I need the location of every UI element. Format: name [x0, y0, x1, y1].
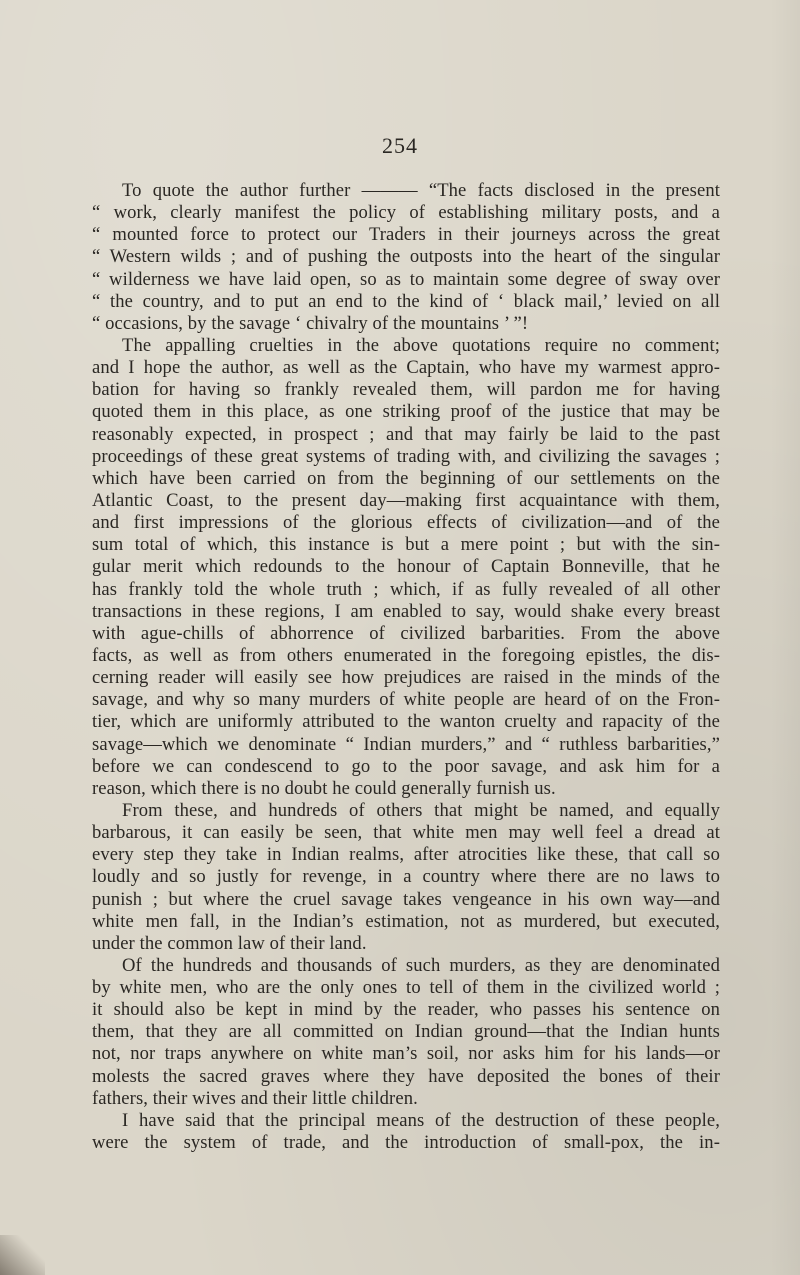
text-line: not, nor traps anywhere on white man’s soil, nor asks him for his lands—or [92, 1043, 720, 1065]
text-line: quoted them in this place, as one striking proof of the justice that may be [92, 401, 720, 423]
text-line: it should also be kept in mind by the reader, who passes his sentence on [92, 999, 720, 1021]
text-line: cerning reader will easily see how prejudices are raised in the minds of the [92, 667, 720, 689]
text-line: “ mounted force to protect our Traders in their journeys across the great [92, 224, 720, 246]
page-edge-shade [770, 0, 800, 1275]
page-corner-shadow [0, 1235, 45, 1275]
text-line: reasonably expected, in prospect ; and that may fairly be laid to the past [92, 423, 720, 445]
page-body-text [92, 180, 720, 1154]
text-line: has frankly told the whole truth ; which, if as fully revealed of all other [92, 578, 720, 600]
text-line: with ague-chills of abhorrence of civilized barbarities. From the above [92, 622, 720, 644]
text-line: proceedings of these great systems of trading with, and civilizing the savages ; [92, 445, 720, 467]
text-line: “ the country, and to put an end to the kind of ‘ black mail,’ levied on all [92, 290, 720, 312]
text-line: them, that they are all committed on Indian ground—that the Indian hunts [92, 1021, 720, 1043]
text-line: The appalling cruelties in the above quotations require no comment; [122, 334, 720, 356]
text-line: by white men, who are the only ones to tell of them in the civilized world ; [92, 977, 720, 999]
text-line: To quote the author further ——— “The facts disclosed in the present [122, 180, 720, 201]
text-line: “ work, clearly manifest the policy of establishing military posts, and a [92, 202, 720, 224]
text-line: “ Western wilds ; and of pushing the outposts into the heart of the singular [92, 246, 720, 268]
text-line: bation for having so frankly revealed them, will pardon me for having [92, 379, 720, 401]
text-line: reason, which there is no doubt he could generally furnish us. [92, 777, 556, 799]
text-line: under the common law of their land. [92, 932, 367, 954]
text-line: and first impressions of the glorious effects of civilization—and of the [92, 512, 720, 534]
text-line: which have been carried on from the beginning of our settlements on the [92, 467, 720, 489]
text-line: and I hope the author, as well as the Captain, who have my warmest appro- [92, 357, 720, 379]
text-line: punish ; but where the cruel savage takes vengeance in his own way—and [92, 888, 720, 910]
text-line: facts, as well as from others enumerated in the foregoing epistles, the dis- [92, 644, 720, 666]
text-line: sum total of which, this instance is but a mere point ; but with the sin- [92, 534, 720, 556]
text-line: were the system of trade, and the introduction of small-pox, the in- [92, 1132, 720, 1154]
text-line: savage—which we denominate “ Indian murders,” and “ ruthless barbarities,” [92, 733, 720, 755]
text-line: loudly and so justly for revenge, in a country where there are no laws to [92, 866, 720, 888]
text-line: gular merit which redounds to the honour of Captain Bonneville, that he [92, 556, 720, 578]
text-line: barbarous, it can easily be seen, that white men may well feel a dread at [92, 822, 720, 844]
text-line: white men fall, in the Indian’s estimation, not as murdered, but executed, [92, 910, 720, 932]
text-line: fathers, their wives and their little children. [92, 1087, 418, 1109]
text-line: “ wilderness we have laid open, so as to maintain some degree of sway over [92, 268, 720, 290]
text-line: before we can condescend to go to the poor savage, and ask him for a [92, 755, 720, 777]
text-line: “ occasions, by the savage ‘ chivalry of the mountains ’ ”! [92, 312, 529, 334]
page-number: 254 [382, 133, 418, 158]
text-line: From these, and hundreds of others that might be named, and equally [122, 799, 720, 821]
text-line: Of the hundreds and thousands of such murders, as they are denominated [122, 954, 720, 976]
text-line: savage, and why so many murders of white people are heard of on the Fron- [92, 689, 720, 711]
text-line: every step they take in Indian realms, after atrocities like these, that call so [92, 844, 720, 866]
text-line: molests the sacred graves where they have deposited the bones of their [92, 1065, 720, 1087]
text-line: Atlantic Coast, to the present day—making first acquaintance with them, [92, 489, 720, 511]
text-line: transactions in these regions, I am enabled to say, would shake every breast [92, 600, 720, 622]
text-line: I have said that the principal means of the destruction of these people, [122, 1109, 720, 1131]
text-line: tier, which are uniformly attributed to the wanton cruelty and rapacity of the [92, 711, 720, 733]
